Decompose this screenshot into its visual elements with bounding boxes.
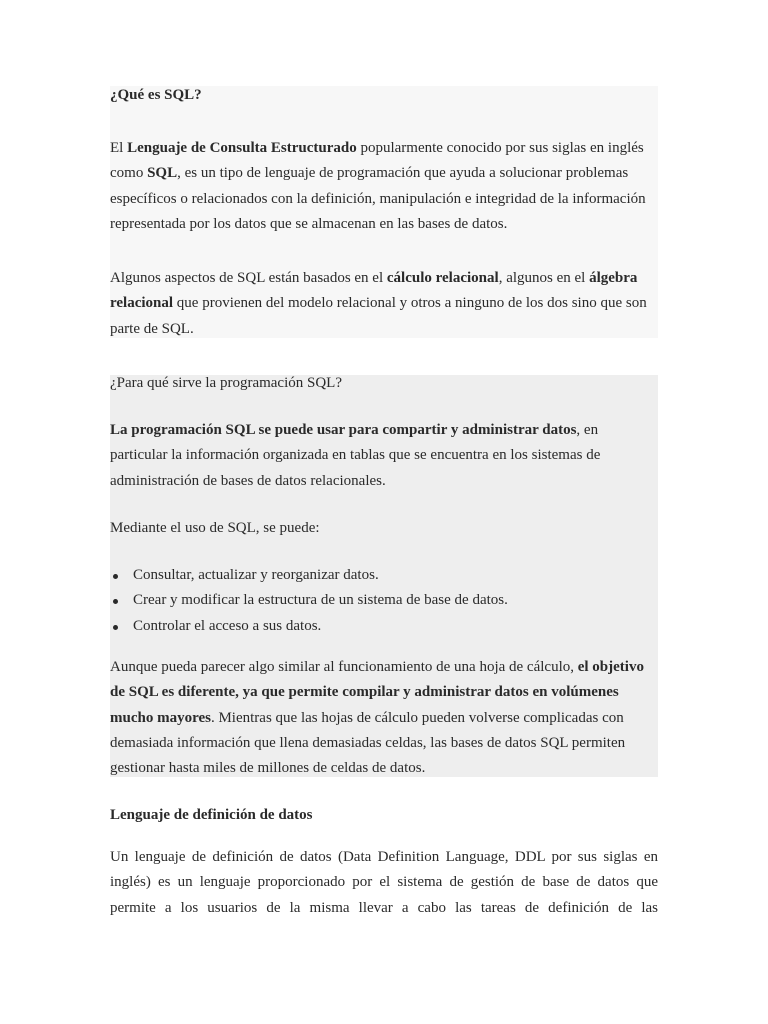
- section-title: ¿Para qué sirve la programación SQL?: [110, 375, 342, 391]
- text-run: Algunos aspectos de SQL están basados en el: [110, 270, 387, 286]
- text-run: El: [110, 140, 128, 156]
- section-title: ¿Qué es SQL?: [110, 87, 202, 103]
- section-title: Lenguaje de definición de datos: [110, 807, 313, 823]
- paragraph-ddl: Un lenguaje de definición de datos (Data Definition Language, DDL por sus siglas en inglés) es un lenguaje proporcionado por el sistema de gestión de base de datos que permite a los usuarios de la misma llevar a cabo las tareas de definición de las: [110, 849, 658, 916]
- text-run: , en particular la información organizada en tablas que se encuentra en los sistemas de administración de bases de datos relacionales.: [110, 422, 601, 489]
- paragraph-usage: [110, 418, 658, 494]
- text-run: que provienen del modelo relacional y otros a ninguno de los dos sino que son parte de SQL.: [110, 295, 647, 337]
- text-run-bold: Lenguaje de Consulta Estructurado: [127, 140, 357, 156]
- capabilities-list: [110, 563, 658, 639]
- text-run-bold: el objetivo de SQL es diferente, ya que permite compilar y administrar datos en volúmenes mucho mayores: [110, 659, 644, 726]
- text-run: , algunos en el: [498, 270, 590, 286]
- list-item: Crear y modificar la estructura de un sistema de base de datos.: [133, 588, 658, 613]
- section-what-for: [110, 375, 658, 777]
- paragraph-intro-list: Mediante el uso de SQL, se puede:: [110, 520, 320, 536]
- text-run: Aunque pueda parecer algo similar al funcionamiento de una hoja de cálculo,: [110, 659, 578, 675]
- paragraph-aspects: [110, 266, 658, 342]
- paragraph-comparison: [110, 655, 658, 781]
- section-what-is-sql: [110, 86, 658, 338]
- text-run-bold: álgebra relacional: [110, 270, 638, 312]
- paragraph-definition: [110, 136, 658, 237]
- text-run: . Mientras que las hojas de cálculo pueden volverse complicadas con demasiada información que llena demasiadas celdas, las bases de datos SQL permiten gestionar hasta miles de millones de celdas de datos.: [110, 709, 626, 777]
- list-item: Consultar, actualizar y reorganizar datos.: [133, 563, 658, 588]
- text-run-bold: SQL: [147, 165, 178, 182]
- text-run-bold: cálculo relacional: [386, 270, 499, 286]
- list-item: Controlar el acceso a sus datos.: [133, 614, 658, 639]
- text-run: popularmente conocido por sus siglas en inglés como: [110, 140, 644, 182]
- text-run: , es un tipo de lenguaje de programación que ayuda a solucionar problemas específicos o relacionados con la definición, manipulación e integridad de la información representada por los datos que se almacenan en las bases de datos.: [110, 165, 646, 232]
- text-run-bold: La programación SQL se puede usar para compartir y administrar datos: [110, 422, 577, 438]
- section-ddl: [110, 803, 658, 933]
